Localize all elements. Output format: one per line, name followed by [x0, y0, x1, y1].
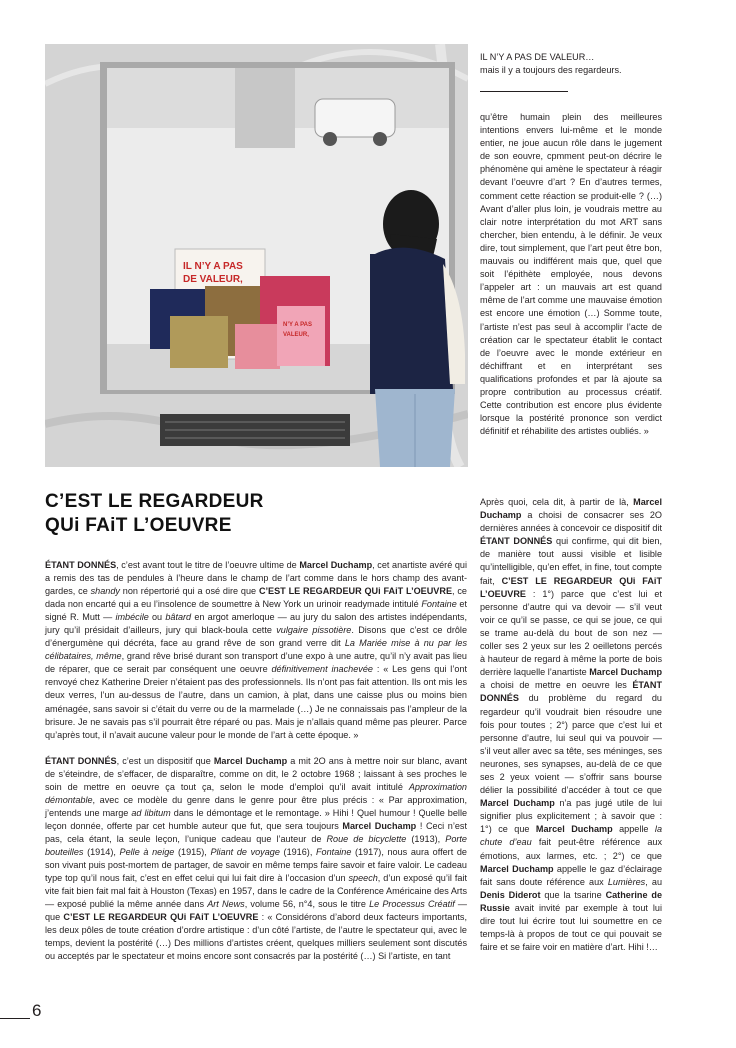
- article-title-line-1: C’EST LE REGARDEUR: [45, 491, 264, 512]
- right-column-text-2: [480, 496, 662, 954]
- pull-quote-line-2: mais il y a toujours des regardeurs.: [480, 65, 622, 76]
- svg-text:DE VALEUR,: DE VALEUR,: [183, 274, 243, 285]
- svg-text:IL N’Y A PAS: IL N’Y A PAS: [183, 261, 243, 272]
- right-column-text-1: [480, 111, 662, 438]
- left-column-text: [45, 559, 467, 963]
- quote-divider: [480, 91, 568, 92]
- article-title: [45, 490, 465, 538]
- paragraph: ÉTANT DONNÉS, c’est avant tout le titre de l’oeuvre ultime de Marcel Duchamp, cet anartiste avéré qui a remis des tas de pendules à l’heure dans le champ de l’art comme dans le hors champ des avant-gardes, ce shandy non répertorié qui a osé dire que C’EST LE REGARDEUR QUi FAiT L’OEUVRE, ce dada non encarté qui a eu l’insolence de soumettre à New York un urinoir readymade intitulé Fontaine et signé R. Mutt — imbécile ou bâtard en argot amerloque — au jury du salon des artistes indépendants, jury qu’il présidait d’ailleurs, jury qui black-boula cette vulgaire pissotière. Disons que c’est ce drôle d’énergumène qui décréta, face au grand rêve de son grand verre dit La Mariée mise à nu par les célibataires, même, grand rêve brisé durant son transport d’une expo à une autre, qu’il n’y avait pas lieu de réparer, que ce serait par conséquent une oeuvre définitivement inachevée : « Les gens qui l’ont renvoyé chez Katherine Dreier n’étaient pas des professionnels. Ils n’ont pas fait attention. Ils ont mis les deux verres, l’un au-dessus de l’autre, dans un camion, à plat, dans une caisse plus ou moins bien aménagée, sans savoir si c’était du verre ou de la marmelade (…) Je ne connaissais pas l’ampleur de la brisure. Je ne savais pas s’il pourrait être réparé ou pas. Mais je n’allais quand même pas pleurer. Parce qu’après tout, il n’avait aucune valeur pour le monde de l’art à cette époque. »: [45, 560, 467, 740]
- paragraph: qu’être humain plein des meilleures intentions envers lui-même et le monde entier, ne joue aucun rôle dans le jugement de son eouvre, cpmment peut-on décrire le phénomène qui amène le spectateur à réagir devant l’oeuvre d’art ? En d’autres termes, comment cette réaction se produit-elle ? (…) Avant d’aller plus loin, je voudrais mettre au clair notre interprétation du mot ART sans chercher, bien entendu, à le définir. Je veux dire, tout simplement, que l’art peut être bon, mauvais ou indifférent mais que, quel que soit l’épithète employée, nous devons l’appeler art : un mauvais art est quand même de l’art comme une mauvaise émotion est encore une émotion (…) Somme toute, l’artiste n’est pas seul à accomplir l’acte de création car le spectateur établit le contact de l’oeuvre avec le monde extérieur en déchiffrant et en interprétant ses qualifications profondes et par là ajoute sa propre contribution au processus créatif. Cette contribution est encore plus évidente lorsque la postérité prononce son verdict définitif et réhabilite des artistes oubliés. »: [480, 112, 662, 437]
- article-title-line-2: QUi FAiT L’OEUVRE: [45, 515, 232, 536]
- page-number-rule: [0, 1018, 30, 1019]
- svg-text:N’Y A PAS: N’Y A PAS: [283, 322, 313, 328]
- shop-window-photo-icon: [45, 44, 468, 467]
- page-number: 6: [32, 1001, 42, 1020]
- shop-window-photo: [45, 44, 468, 467]
- pull-quote-line-1: IL N’Y A PAS DE VALEUR…: [480, 52, 595, 62]
- svg-text:VALEUR,: VALEUR,: [283, 332, 309, 338]
- paragraph: Après quoi, cela dit, à partir de là, Marcel Duchamp a choisi de consacrer ses 2O dernières années à concevoir ce dispositif dit ÉTANT DONNÉS qui confirme, qui dit bien, de manière tout aussi visible et lisible qu’intelligible, qu’en effet, in fine, tout compte fait, C’EST LE REGARDEUR QUi FAiT L’OEUVRE : 1°) parce que c’est lui et personne d’autre qui va devoir — s’il veut voir ce qu’il se passe, ce qui se joue, ce qui se trame au-delà du bout de son nez — coller ses 2 yeux sur les 2 oeilletons percés à hauteur de regard à même la porte de bois derrière laquelle l’anartiste Marcel Duchamp a choisi de mettre en oeuvre les ÉTANT DONNÉS du problème du regard du regardeur qu’il voudrait bien résoudre une fois pour toutes ; 2°) parce que c’est lui et personne d’autre, lui seul qui va pouvoir — s’il veut aller avec sa tête, ses méninges, ses neurones, ses synapses, au-delà de ce que ses 2 yeux voient — s’offrir sans bourse délier la possibilité d’accéder à tout ce que Marcel Duchamp n’a pas jugé utile de lui signifier plus explicitement ; à savoir que : 1°) ce que Marcel Duchamp appelle la chute d’eau fait peut-être référence aux émotions, aux larmes, etc. ; 2°) ce que Marcel Duchamp appelle le gaz d’éclairage fait sans doute référence aux Lumières, au Denis Diderot que la tsarine Catherine de Russie avait invité par exemple à tout lui dire tout lui écrire tout lui soumettre en ce temps-là à propos de tout ce qui pouvait se faire et se faire voir en matière d’art. Hihi !…: [480, 497, 663, 953]
- paragraph: ÉTANT DONNÉS, c’est un dispositif que Marcel Duchamp a mit 2O ans à mettre noir sur blanc, avant de s’éteindre, de s’effacer, de disparaître, comme on dit, le 2 octobre 1968 ; laissant à ses proches le soin de mettre en oeuvre ça tout ça, selon le mode d’emploi qu’il avait intitulé Approximation démontable, avec ce modèle du genre dans le genre pour être plus précis : « Par approximation, j’entends une marge ad libitum dans le démontage et le remontage. » Hihi ! Quel humour ! Quelle belle leçon donnée, offerte par cet humble auteur que fut, que sera toujours Marcel Duchamp ! Ceci n’est pas, cela étant, la seule leçon, l’unique cadeau que l’auteur de Roue de bicyclette (1913), Porte bouteilles (1914), Pelle à neige (1915), Pliant de voyage (1916), Fontaine (1917), nous aura offert de son vivant puis post-mortem de partager, de savoir en même temps faire savoir et faire valoir. Le cadeau type top qu’il nous fait, c’est en effet celui qui lui fait dire à l’occasion d’un speech, d’un exposé qu’il fait vite fait bien fait mal fait à Houston (Texas) en 1957, dans le cadre de la Conférence Américaine des Arts — exposé publié la même année dans Art News, volume 56, n°4, sous le titre Le Processus Créatif — que C’EST LE REGARDEUR QUi FAiT L’OEUVRE : « Considérons d’abord deux facteurs importants, les deux pôles de toute création d’ordre artistique : d’un côté l’artiste, de l’autre le spectateur qui, avec le temps, devient la postérité (…) Des millions d’artistes créent, quelques milliers seulement sont discutés ou acceptés par le spectateur et moins encore sont consacrés par la postérité (…) Si l’artiste, en tant: [45, 755, 468, 962]
- pull-quote: [480, 51, 662, 77]
